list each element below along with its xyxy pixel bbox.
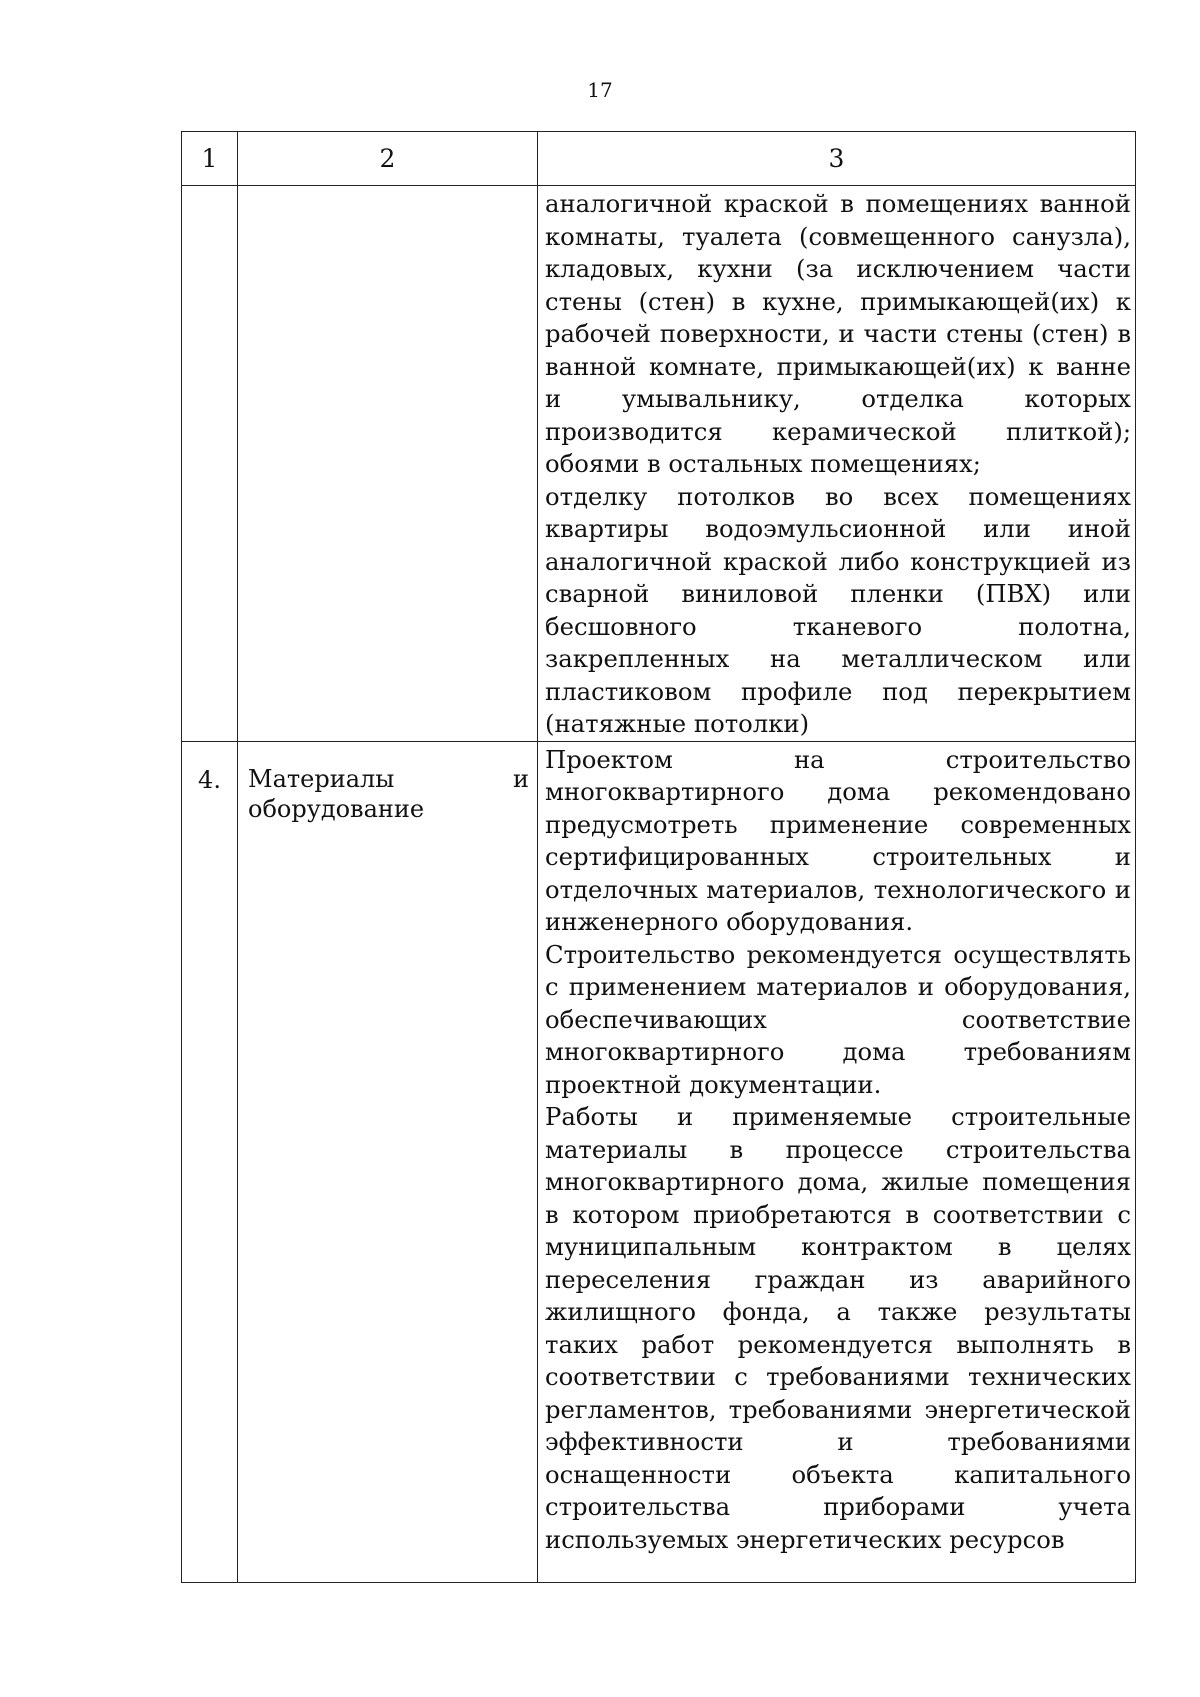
row-label-cell [238,741,538,1582]
row-number: 4. [198,765,221,794]
continuation-paragraph: отделку потолков во всех помещениях квартиры водоэмульсионной или иной аналогичной краской либо конструкцией из сварной виниловой пленки (ПВХ) или бесшовного тканевого полотна, закрепленных на металлическом или пластиковом профиле под перекрытием (натяжные потолки) [545,481,1131,738]
row-number-cell [182,741,238,1582]
continuation-cell-3 [538,186,1136,742]
label-word-equipment: оборудование [248,794,425,823]
content-paragraph: Строительство рекомендуется осуществлять с применением материалов и оборудования, обеспечивающих соответствие многоквартирного дома требованиям проектной документации. [545,939,1131,1099]
label-conjunction: и [513,764,529,793]
table-row-continuation [182,186,1136,742]
column-header-2: 2 [238,132,538,186]
content-paragraph: Работы и применяемые строительные материалы в процессе строительства многоквартирного дома, жилые помещения в котором приобретаются в соответствии с муниципальным контрактом в целях переселения граждан из аварийного жилищного фонда, а также результаты таких работ рекомендуется выполнять в соответствии с требованиями технических регламентов, требованиями энергетической эффективности и требованиями оснащенности объекта капитального строительства приборами учета используемых энергетических ресурсов [545,1102,1131,1554]
table-header-row [182,132,1136,186]
continuation-paragraph: аналогичной краской в помещениях ванной комнаты, туалета (совмещенного санузла), кладовых, кухни (за исключением части стены (стен) в кухне, примыкающей(их) к рабочей поверхности, и части стены (стен) в ванной комнате, примыкающей(их) к ванне и умывальнику, отделка которых производится керамической плиткой); обоями в остальных помещениях; [545,189,1131,478]
table-row-4 [182,741,1136,1582]
continuation-cell-1 [182,186,238,742]
requirements-table [181,131,1136,1583]
column-header-3: 3 [538,132,1136,186]
label-word-materials: Материалы [248,764,395,793]
page-number: 17 [587,78,613,102]
column-header-1: 1 [182,132,238,186]
content-paragraph: Проектом на строительство многоквартирного дома рекомендовано предусмотреть применение современных сертифицированных строительных и отделочных материалов, технологического и инженерного оборудования. [545,744,1131,936]
continuation-cell-2 [238,186,538,742]
row-content-cell [538,741,1136,1582]
